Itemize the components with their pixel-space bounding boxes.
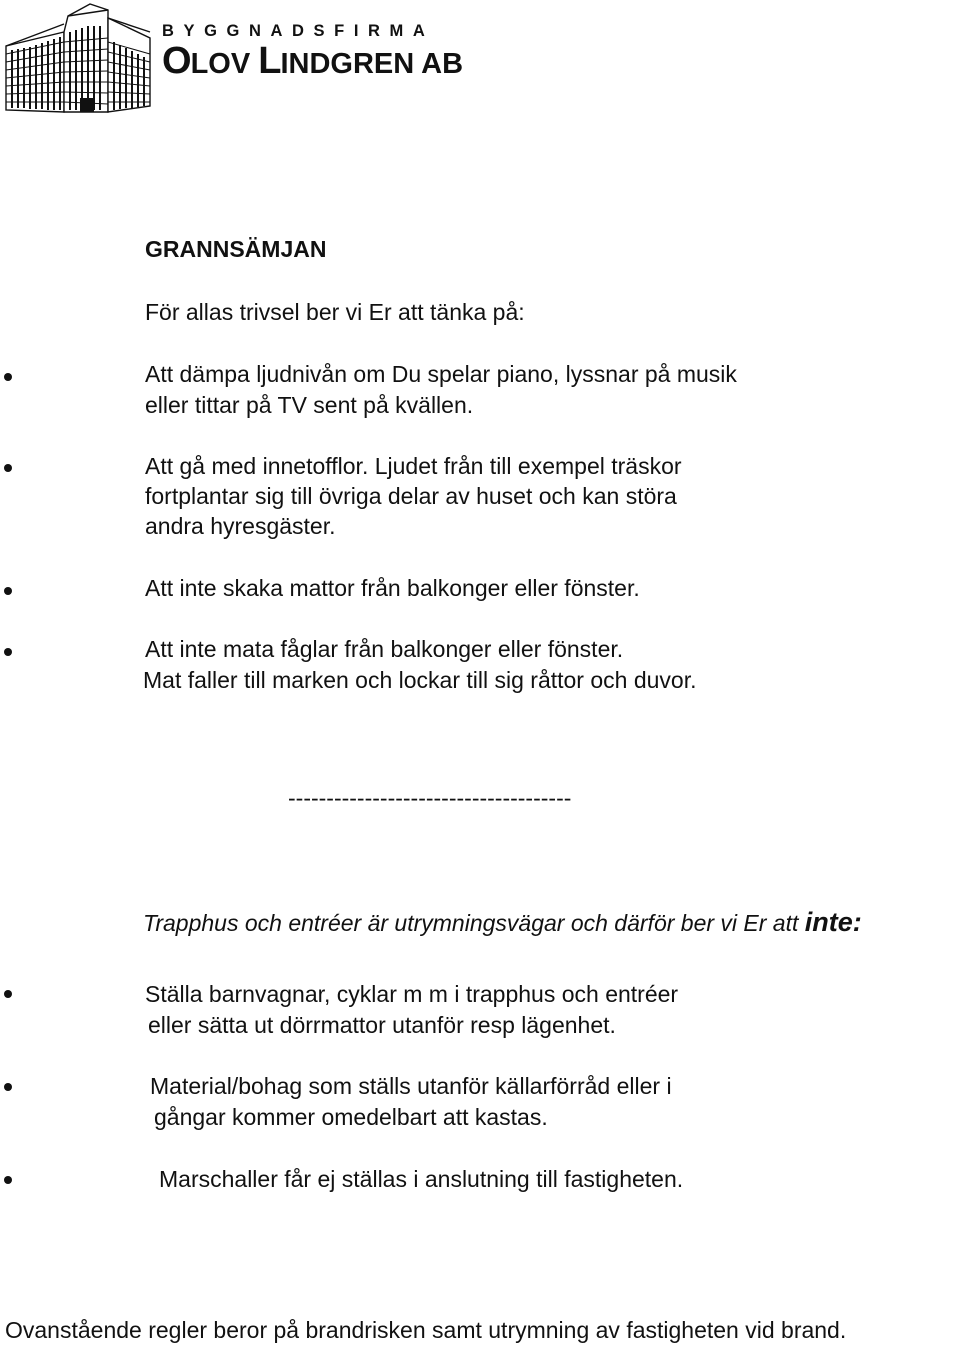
- bullet-icon: [4, 464, 12, 472]
- company-name-part: O: [162, 40, 191, 82]
- footer-note: Ovanstående regler beror på brandrisken samt utrymning av fastigheten vid brand.: [5, 1317, 847, 1343]
- rule-item-line: Marschaller får ej ställas i anslutning till fastigheten.: [159, 1166, 684, 1192]
- bullet-icon: [4, 587, 12, 595]
- bullet-icon: [4, 1176, 12, 1184]
- rule-item-line: Att inte mata fåglar från balkonger eller fönster.: [145, 636, 624, 662]
- rule-item-line: Material/bohag som ställs utanför källarförråd eller i: [150, 1073, 672, 1099]
- rule-item-line: Ställa barnvagnar, cyklar m m i trapphus och entréer: [145, 981, 679, 1007]
- bullet-icon: [4, 990, 12, 998]
- bullet-icon: [4, 1083, 12, 1091]
- bullet-icon: [4, 373, 12, 381]
- company-name: [162, 42, 463, 80]
- section2-intro-emphasis: inte:: [804, 907, 862, 937]
- section2-intro: [143, 907, 862, 939]
- document-title: GRANNSÄMJAN: [145, 236, 327, 262]
- company-name-part: LOV: [190, 48, 259, 80]
- rule-item-line: gångar kommer omedelbart att kastas.: [154, 1104, 548, 1130]
- company-name-part: L: [258, 40, 281, 82]
- company-name-part: INDGREN: [280, 48, 422, 80]
- building-logo-icon: [4, 2, 154, 114]
- rule-item-line: Att dämpa ljudnivån om Du spelar piano, lyssnar på musik: [145, 361, 737, 387]
- rule-item-line: fortplantar sig till övriga delar av huset och kan störa: [145, 483, 677, 509]
- bullet-icon: [4, 648, 12, 656]
- intro-text: För allas trivsel ber vi Er att tänka på:: [145, 299, 525, 325]
- rule-item-line: eller tittar på TV sent på kvällen.: [145, 392, 474, 418]
- rule-item-line: andra hyresgäster.: [145, 513, 336, 539]
- rule-item-line: eller sätta ut dörrmattor utanför resp lägenhet.: [148, 1012, 616, 1038]
- company-subtitle: BYGGNADSFIRMA: [162, 22, 435, 40]
- rule-item-line: Att inte skaka mattor från balkonger eller fönster.: [145, 575, 640, 601]
- rule-item-line: Mat faller till marken och lockar till sig råttor och duvor.: [143, 667, 697, 693]
- company-name-part: AB: [421, 48, 464, 80]
- rule-item-line: Att gå med innetofflor. Ljudet från till exempel träskor: [145, 453, 682, 479]
- section2-intro-text: Trapphus och entréer är utrymningsvägar och därför ber vi Er att: [143, 910, 799, 936]
- section-divider: -------------------------------------: [288, 785, 572, 811]
